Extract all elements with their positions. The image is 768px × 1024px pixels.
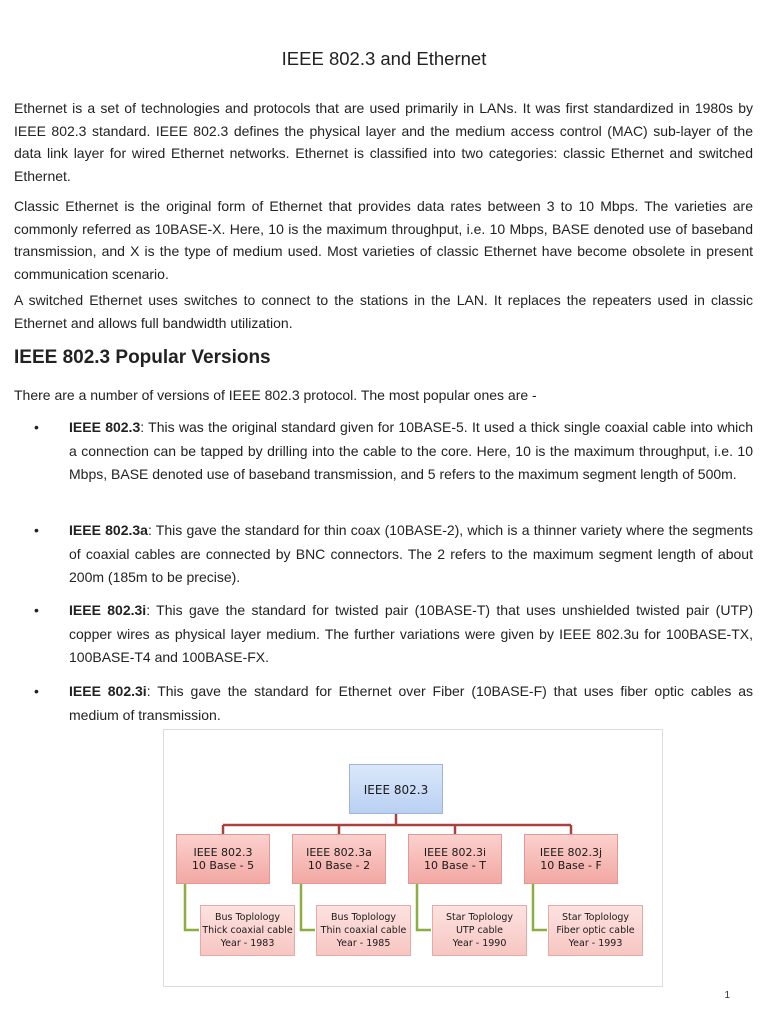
topology-label: Bus Toplology [214, 912, 281, 923]
section-heading: IEEE 802.3 Popular Versions [14, 347, 271, 368]
bullet-icon: • [34, 419, 39, 435]
bullet-text: : This was the original standard given for 10BASE-5. It used a thick single coaxial cable into which a connection can be tapped by drilling into the cable to the core. Here, 10 is the maximum throughput, i.e. 10 Mbps, BASE denoted use of baseband transmission, and 5 refers to the maximum segment length of 500m. [69, 419, 753, 483]
paragraph-classic-ethernet: Classic Ethernet is the original form of Ethernet that provides data rates between 3 to 10 Mbps. The varieties are commonly referred as 10BASE-X. Here, 10 is the maximum throughput, i.e. 10 Mbps, BASE denoted use of baseband transmission, and X is the type of medium used. Most varieties of classic Ethernet have become obsolete in present communication scenario. [14, 198, 753, 282]
ieee-802-3-hierarchy-diagram [163, 729, 663, 987]
topology-node [316, 905, 411, 956]
list-item [34, 680, 753, 727]
bullet-term: IEEE 802.3i [69, 602, 147, 618]
year-label: Year - 1983 [220, 938, 275, 949]
cable-label: Fiber optic cable [556, 925, 635, 936]
bullet-text: : This gave the standard for Ethernet over Fiber (10BASE-F) that uses fiber optic cables as medium of transmission. [69, 683, 753, 723]
leaf-connector [533, 884, 547, 930]
cable-label: Thick coaxial cable [202, 925, 293, 936]
bullet-text: : This gave the standard for thin coax (10BASE-2), which is a thinner variety where the segments of coaxial cables are connected by BNC connectors. The 2 refers to the maximum segment length of about 200m (185m to be precise). [69, 522, 753, 586]
page-title: IEEE 802.3 and Ethernet [281, 48, 487, 69]
list-item [34, 416, 753, 487]
year-label: Year - 1990 [452, 938, 507, 949]
leaf-connector [417, 884, 431, 930]
bullet-term: IEEE 802.3a [69, 522, 148, 538]
versions-intro: There are a number of versions of IEEE 802.3 protocol. The most popular ones are - [14, 387, 537, 403]
version-node [176, 834, 270, 884]
version-base: 10 Base - 2 [307, 859, 371, 872]
topology-node [200, 905, 295, 956]
year-label: Year - 1993 [568, 938, 623, 949]
topology-label: Star Toplology [561, 912, 630, 923]
topology-label: Star Toplology [445, 912, 514, 923]
version-node [292, 834, 386, 884]
bullet-term: IEEE 802.3 [69, 419, 141, 435]
topology-node [432, 905, 527, 956]
list-item [34, 519, 753, 590]
cable-label: Thin coaxial cable [320, 925, 407, 936]
version-name: IEEE 802.3a [306, 846, 372, 859]
bullet-term: IEEE 802.3i [69, 683, 147, 699]
version-base: 10 Base - F [540, 859, 602, 872]
year-label: Year - 1985 [336, 938, 391, 949]
bullet-icon: • [34, 522, 39, 538]
list-item [34, 599, 753, 670]
paragraph-ethernet-intro: Ethernet is a set of technologies and protocols that are used primarily in LANs. It was first standardized in 1980s by IEEE 802.3 standard. IEEE 802.3 defines the physical layer and the medium access control (MAC) sub-layer of the data link layer for wired Ethernet networks. Ethernet is classified into two categories: classic Ethernet and switched Ethernet. [14, 100, 753, 184]
version-node [524, 834, 618, 884]
root-node: IEEE 802.3 [349, 764, 443, 814]
bullet-icon: • [34, 602, 39, 618]
leaf-connector [301, 884, 315, 930]
topology-label: Bus Toplology [330, 912, 397, 923]
version-name: IEEE 802.3j [539, 846, 603, 859]
version-name: IEEE 802.3i [423, 846, 487, 859]
cable-label: UTP cable [455, 925, 504, 936]
bullet-text: : This gave the standard for twisted pair (10BASE-T) that uses unshielded twisted pair (UTP) copper wires as physical layer medium. The further variations were given by IEEE 802.3u for 100BASE-TX, 100BASE-T4 and 100BASE-FX. [69, 602, 754, 666]
version-base: 10 Base - 5 [191, 859, 255, 872]
page-number: 1 [724, 990, 730, 1001]
topology-node [548, 905, 643, 956]
version-base: 10 Base - T [424, 859, 486, 872]
paragraph-switched-ethernet: A switched Ethernet uses switches to connect to the stations in the LAN. It replaces the repeaters used in classic Ethernet and allows full bandwidth utilization. [14, 292, 753, 331]
leaf-connector [185, 884, 199, 930]
version-node [408, 834, 502, 884]
bullet-icon: • [34, 683, 39, 699]
version-name: IEEE 802.3 [193, 846, 253, 859]
